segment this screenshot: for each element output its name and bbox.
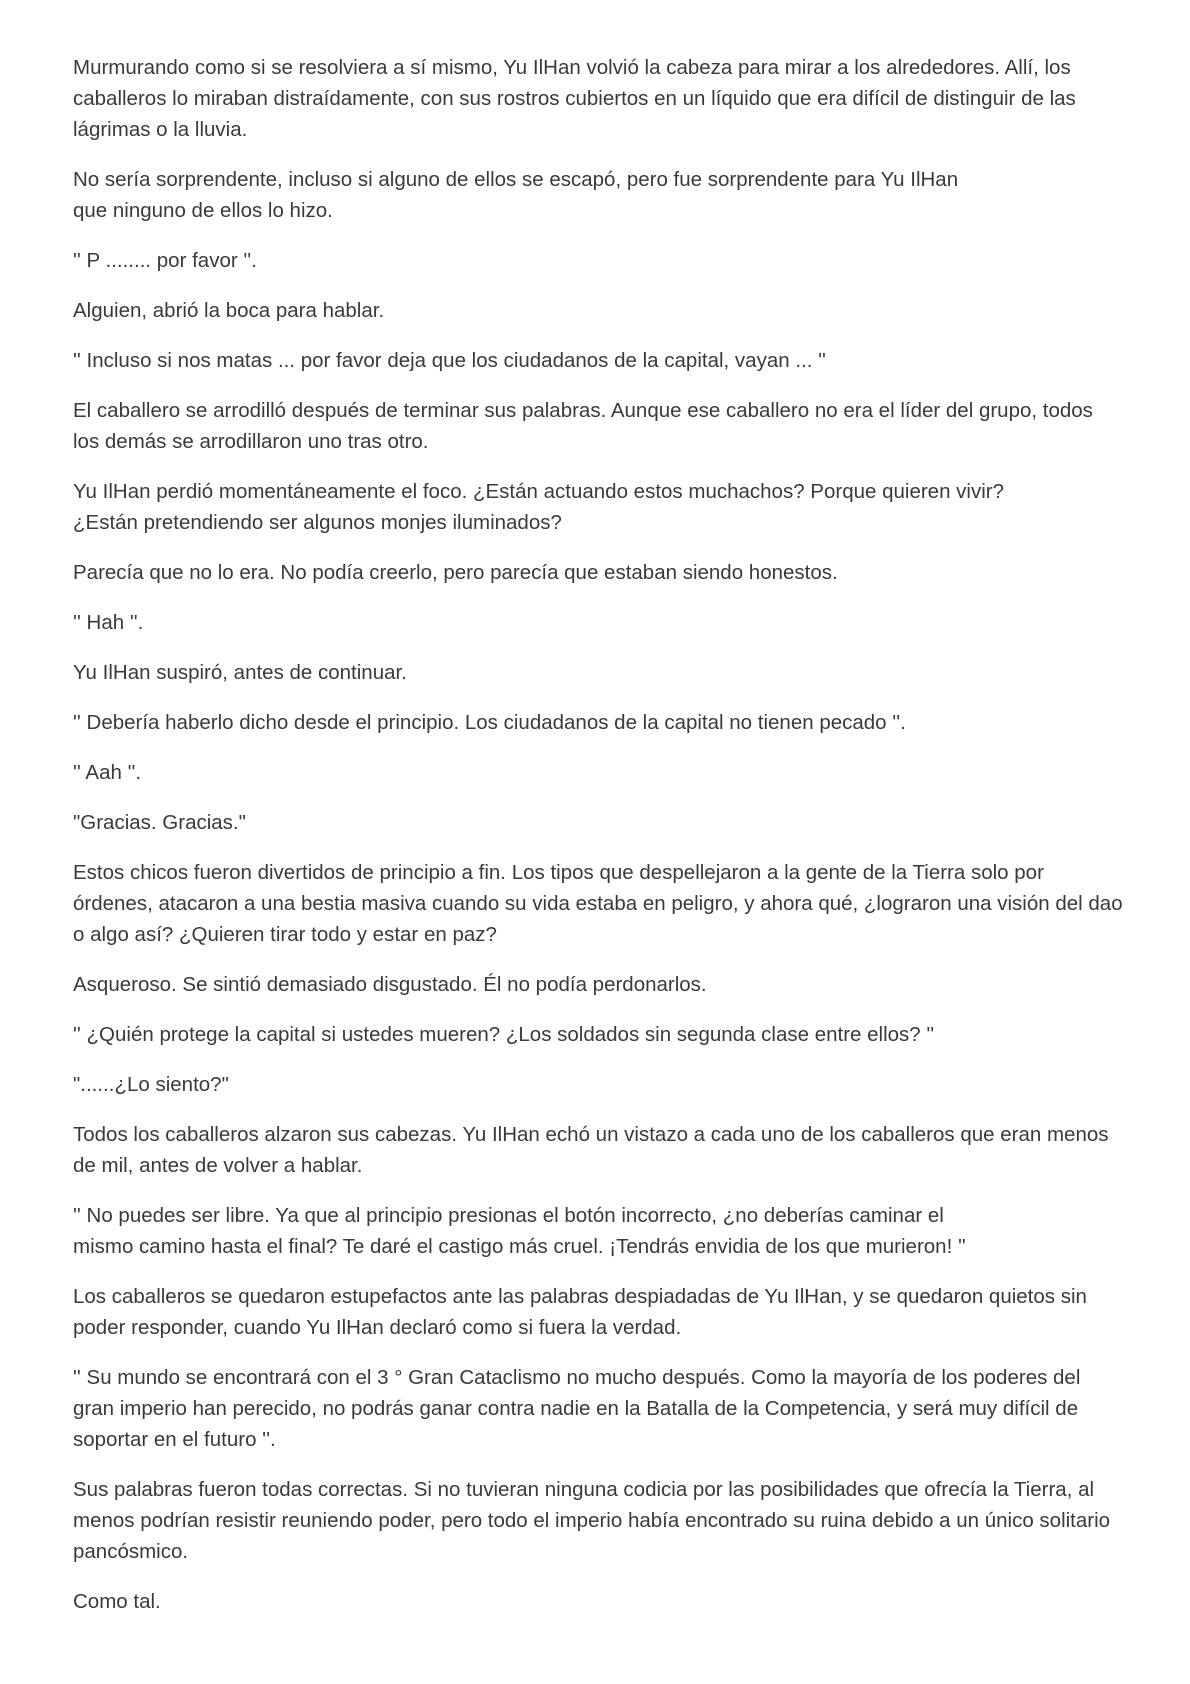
paragraph-22: Sus palabras fueron todas correctas. Si no tuvieran ninguna codicia por las posibilidades que ofrecía la Tierra, al menos podrían resistir reuniendo poder, pero todo el imperio había encontrado su ruina debido a un único solitario pancósmico.	[73, 1478, 1111, 1563]
paragraph-17: "......¿Lo siento?"	[73, 1073, 229, 1096]
paragraph-12: '' Aah ''.	[73, 761, 142, 784]
paragraph-11: '' Debería haberlo dicho desde el principio. Los ciudadanos de la capital no tienen pecado ''.	[73, 711, 906, 734]
paragraph-2: No sería sorprendente, incluso si alguno de ellos se escapó, pero fue sorprendente para Yu IlHan que ninguno de ellos lo hizo.	[73, 168, 959, 222]
paragraph-5: '' Incluso si nos matas ... por favor deja que los ciudadanos de la capital, vayan ... ''	[73, 349, 826, 372]
paragraph-21: '' Su mundo se encontrará con el 3 ° Gran Cataclismo no mucho después. Como la mayoría de los poderes del gran imperio han perecido, no podrás ganar contra nadie en la Batalla de la Competencia, y será muy difícil de soportar en el futuro ''.	[73, 1366, 1081, 1451]
paragraph-20: Los caballeros se quedaron estupefactos ante las palabras despiadadas de Yu IlHan, y se quedaron quietos sin poder responder, cuando Yu IlHan declaró como si fuera la verdad.	[73, 1285, 1087, 1339]
paragraph-19: '' No puedes ser libre. Ya que al principio presionas el botón incorrecto, ¿no deberías caminar el mismo camino hasta el final? Te daré el castigo más cruel. ¡Tendrás envidia de los que murieron! ''	[73, 1204, 966, 1258]
paragraph-4: Alguien, abrió la boca para hablar.	[73, 299, 385, 322]
paragraph-3: '' P ........ por favor ''.	[73, 249, 257, 272]
paragraph-8: Parecía que no lo era. No podía creerlo, pero parecía que estaban siendo honestos.	[73, 561, 838, 584]
paragraph-6: El caballero se arrodilló después de terminar sus palabras. Aunque ese caballero no era el líder del grupo, todos los demás se arrodillaron uno tras otro.	[73, 399, 1093, 453]
paragraph-13: "Gracias. Gracias."	[73, 811, 246, 834]
paragraph-9: '' Hah ''.	[73, 611, 144, 634]
paragraph-1: Murmurando como si se resolviera a sí mismo, Yu IlHan volvió la cabeza para mirar a los alrededores. Allí, los caballeros lo miraban distraídamente, con sus rostros cubiertos en un líquido que era difícil de distinguir de las lágrimas o la lluvia.	[73, 56, 1076, 141]
paragraph-23: Como tal.	[73, 1590, 161, 1613]
paragraph-14: Estos chicos fueron divertidos de principio a fin. Los tipos que despellejaron a la gente de la Tierra solo por órdenes, atacaron a una bestia masiva cuando su vida estaba en peligro, y ahora qué, ¿lograron una visión del dao o algo así? ¿Quieren tirar todo y estar en paz?	[73, 861, 1123, 946]
paragraph-10: Yu IlHan suspiró, antes de continuar.	[73, 661, 407, 684]
paragraph-15: Asqueroso. Se sintió demasiado disgustado. Él no podía perdonarlos.	[73, 973, 707, 996]
paragraph-16: '' ¿Quién protege la capital si ustedes mueren? ¿Los soldados sin segunda clase entre ellos? ''	[73, 1023, 935, 1046]
paragraph-7: Yu IlHan perdió momentáneamente el foco. ¿Están actuando estos muchachos? Porque quieren vivir? ¿Están pretendiendo ser algunos monjes iluminados?	[73, 480, 1005, 534]
document-page	[73, 52, 1123, 1636]
paragraph-18: Todos los caballeros alzaron sus cabezas. Yu IlHan echó un vistazo a cada uno de los caballeros que eran menos de mil, antes de volver a hablar.	[73, 1123, 1109, 1177]
